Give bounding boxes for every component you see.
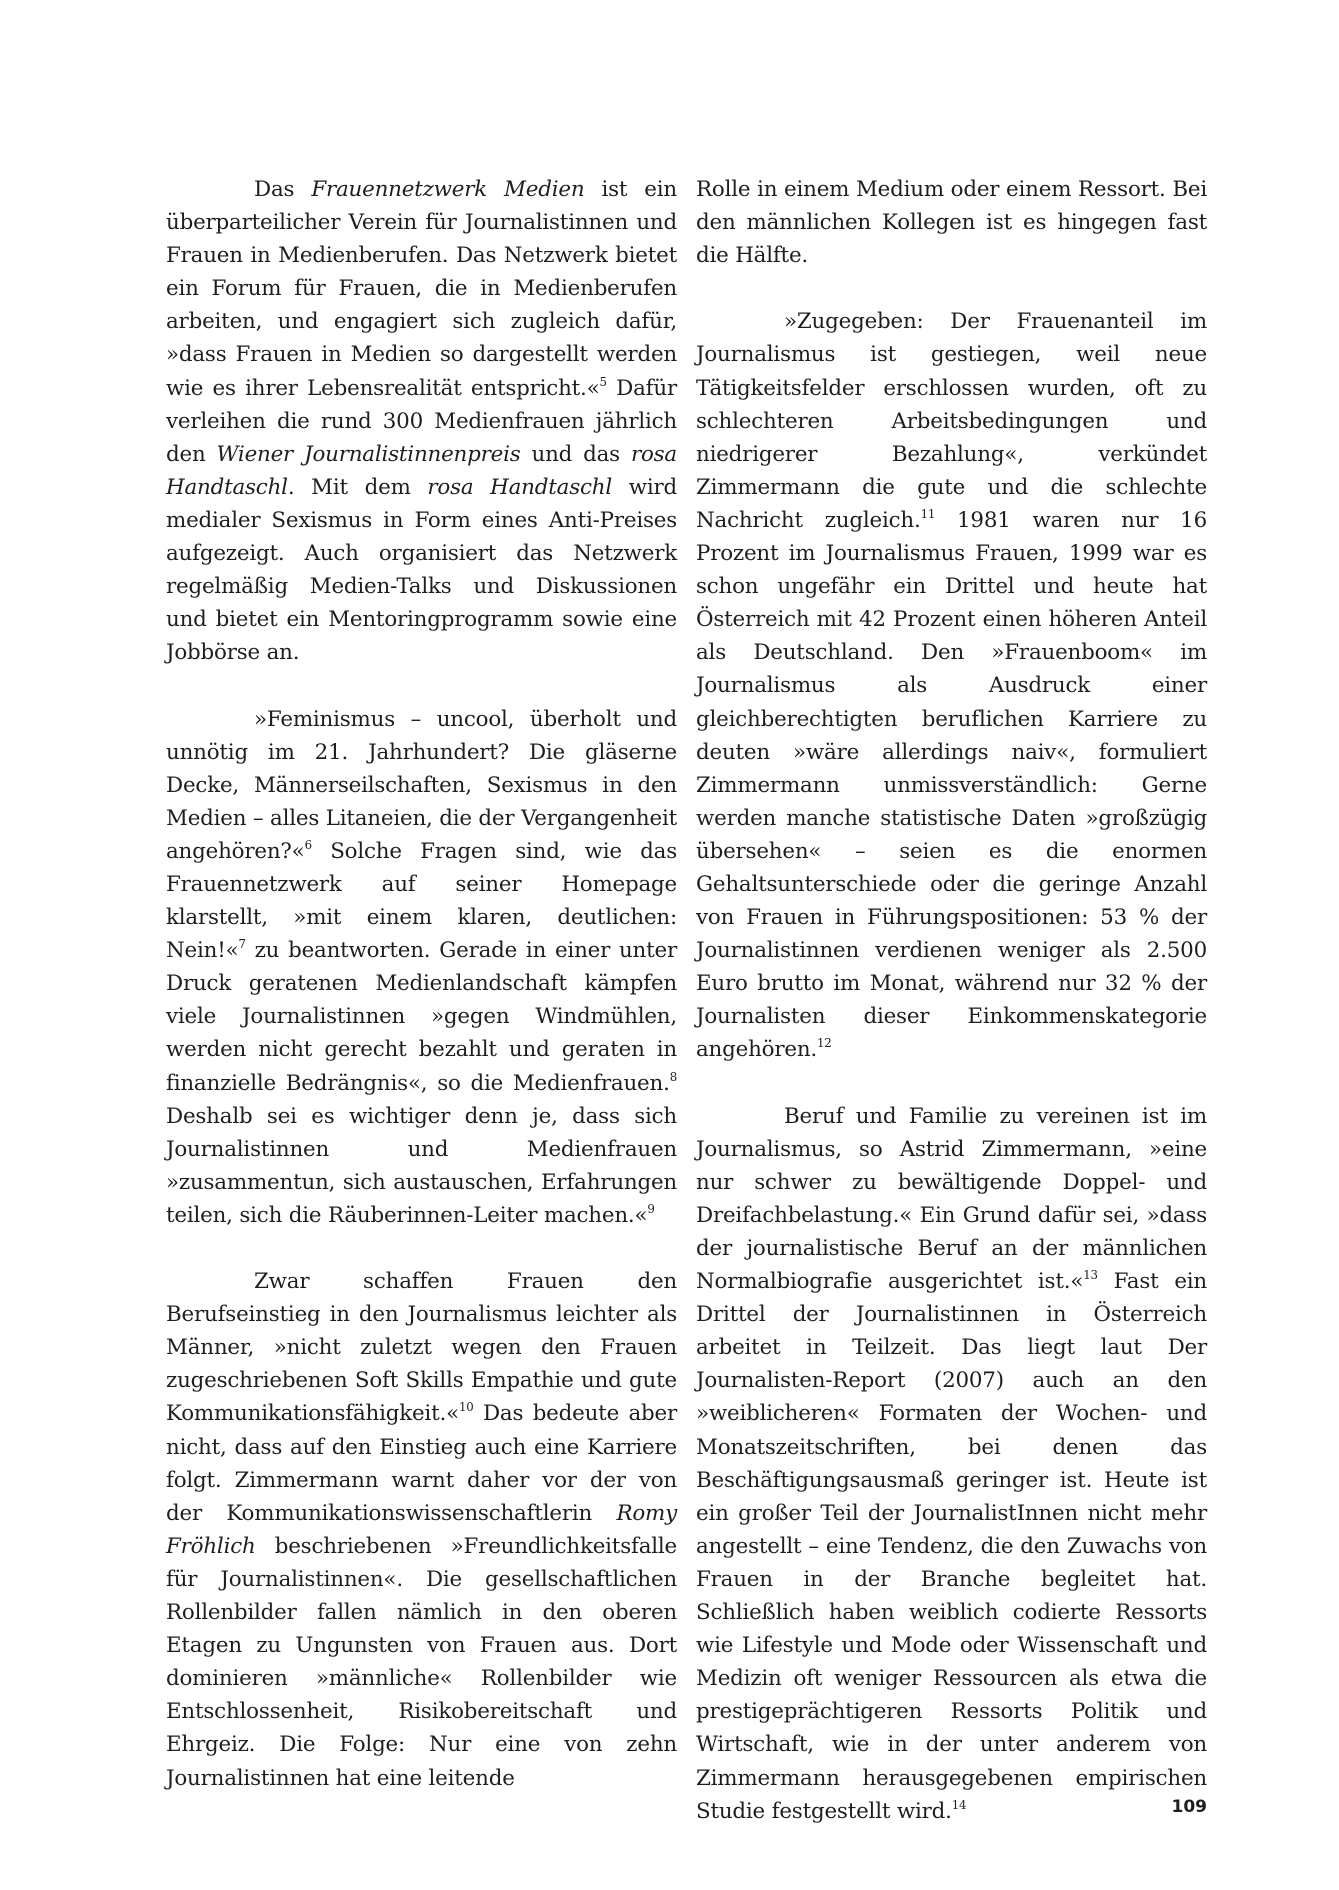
right-column <box>696 173 1207 1828</box>
footnote-ref: 10 <box>458 1400 474 1415</box>
footnote-ref: 12 <box>817 1036 832 1051</box>
footnote-ref: 9 <box>647 1202 655 1217</box>
paragraph: »Zugegeben: Der Frauenanteil im Journalismus ist gestiegen, weil neue Tätigkeitsfelder erschlossen wurden, oft zu schlechteren Arbeitsbedingungen und niedrigerer Bezahlung«, verkündet Zimmermann die gute und die schlechte Nachricht zugleich.$^{11}$ 1981 waren nur 16 Prozent im Journalismus Frauen, 1999 war es schon ungefähr ein Drittel und heute hat Österreich mit 42 Prozent einen höheren Anteil als Deutschland. Den »Frauenboom« im Journalismus als Ausdruck einer gleichberechtigten beruflichen Karriere zu deuten »wäre allerdings naiv«, formuliert Zimmermann unmissverständlich: Gerne werden manche statistische Daten »großzügig übersehen« – seien es die enormen Gehaltsunterschiede oder die geringe Anzahl von Frauen in Führungspositionen: 53 % der Journalistinnen verdienen weniger als 2.500 Euro brutto im Monat, während nur 32 % der Journalisten dieser Einkommenskategorie angehören.$^{12}$ <box>696 309 1207 1063</box>
footnote-ref: 11 <box>920 507 936 522</box>
footnote-ref: 8 <box>669 1069 677 1084</box>
paragraph: »Feminismus – uncool, überholt und unnötig im 21. Jahrhundert? Die gläserne Decke, Männerseilschaften, Sexismus in den Medien – alles Litaneien, die der Vergangenheit angehören?«$^6$ Solche Fragen sind, wie das Frauennetzwerk auf seiner Homepage klarstellt, »mit einem klaren, deutlichen: Nein!«$^7$ zu beantworten. Gerade in einer unter Druck geratenen Medienlandschaft kämpfen viele Journalistinnen »gegen Windmühlen, werden nicht gerecht bezahlt und geraten in finanzielle Bedrängnis«, so die Medienfrauen.$^8$ Deshalb sei es wichtiger denn je, dass sich Journalistinnen und Medienfrauen »zusammentun, sich austauschen, Erfahrungen teilen, sich die Räuberinnen-Leiter machen.«$^9$ <box>166 706 677 1228</box>
footnote-ref: 5 <box>599 374 607 389</box>
page-number: 109 <box>1171 1797 1207 1817</box>
paragraph: Beruf und Familie zu vereinen ist im Journalismus, so Astrid Zimmermann, »eine nur schwer zu bewältigende Doppel- und Dreifachbelastung.« Ein Grund dafür sei, »dass der journalistische Beruf an der männlichen Normalbiografie ausgerichtet ist.«$^{13}$ Fast ein Drittel der Journalistinnen in Österreich arbeitet in Teilzeit. Das liegt laut Der Journalisten-Report (2007) auch an den »weiblicheren« Formaten der Wochen- und Monatszeitschriften, bei denen das Beschäftigungsausmaß geringer ist. Heute ist ein großer Teil der JournalistInnen nicht mehr angestellt – eine Tendenz, die den Zuwachs von Frauen in der Branche begleitet hat. Schließlich haben weiblich codierte Ressorts wie Lifestyle und Mode oder Wissenschaft und Medizin oft weniger Ressourcen als etwa die prestigeprächtigeren Ressorts Politik und Wirtschaft, wie in der unter anderem von Zimmermann herausgegebenen empirischen Studie festgestellt wird.$^{14}$ <box>696 1103 1207 1824</box>
footnote-ref: 6 <box>304 838 312 853</box>
paragraph: Zwar schaffen Frauen den Berufseinstieg in den Journalismus leichter als Männer, »nicht zuletzt wegen den Frauen zugeschriebenen Soft Skills Empathie und gute Kommunikationsfähigkeit.«$^{10}$ Das bedeute aber nicht, dass auf den Einstieg auch eine Karriere folgt. Zimmermann warnt daher vor der von der Kommunikationswissenschaftlerin Romy Fröhlich beschriebenen »Freundlichkeitsfalle für Journalistinnen«. Die gesellschaftlichen Rollenbilder fallen nämlich in den oberen Etagen zu Ungunsten von Frauen aus. Dort dominieren »männliche« Rollenbilder wie Entschlossenheit, Risikobereitschaft und Ehrgeiz. Die Folge: Nur eine von zehn Journalistinnen hat eine leitende <box>166 1269 677 1791</box>
paragraph: Rolle in einem Medium oder einem Ressort. Bei den männlichen Kollegen ist es hingegen fast die Hälfte. <box>696 177 1207 269</box>
footnote-ref: 14 <box>951 1797 967 1812</box>
footnote-ref: 13 <box>1083 1268 1098 1283</box>
paragraph: Das Frauennetzwerk Medien ist ein überparteilicher Verein für Journalistinnen und Frauen in Medienberufen. Das Netzwerk bietet ein Forum für Frauen, die in Medienberufen arbeiten, und engagiert sich zugleich dafür, »dass Frauen in Medien so dargestellt werden wie es ihrer Lebensrealität entspricht.«$^5$ Dafür verleihen die rund 300 Medienfrauen jährlich den Wiener Journalistinnenpreis und das rosa Handtaschl. Mit dem rosa Handtaschl wird medialer Sexismus in Form eines Anti-Preises aufgezeigt. Auch organisiert das Netzwerk regelmäßig Medien-Talks und Diskussionen und bietet ein Mentoringprogramm sowie eine Jobbörse an. <box>166 177 677 666</box>
left-column <box>166 173 677 1795</box>
footnote-ref: 7 <box>238 937 246 952</box>
